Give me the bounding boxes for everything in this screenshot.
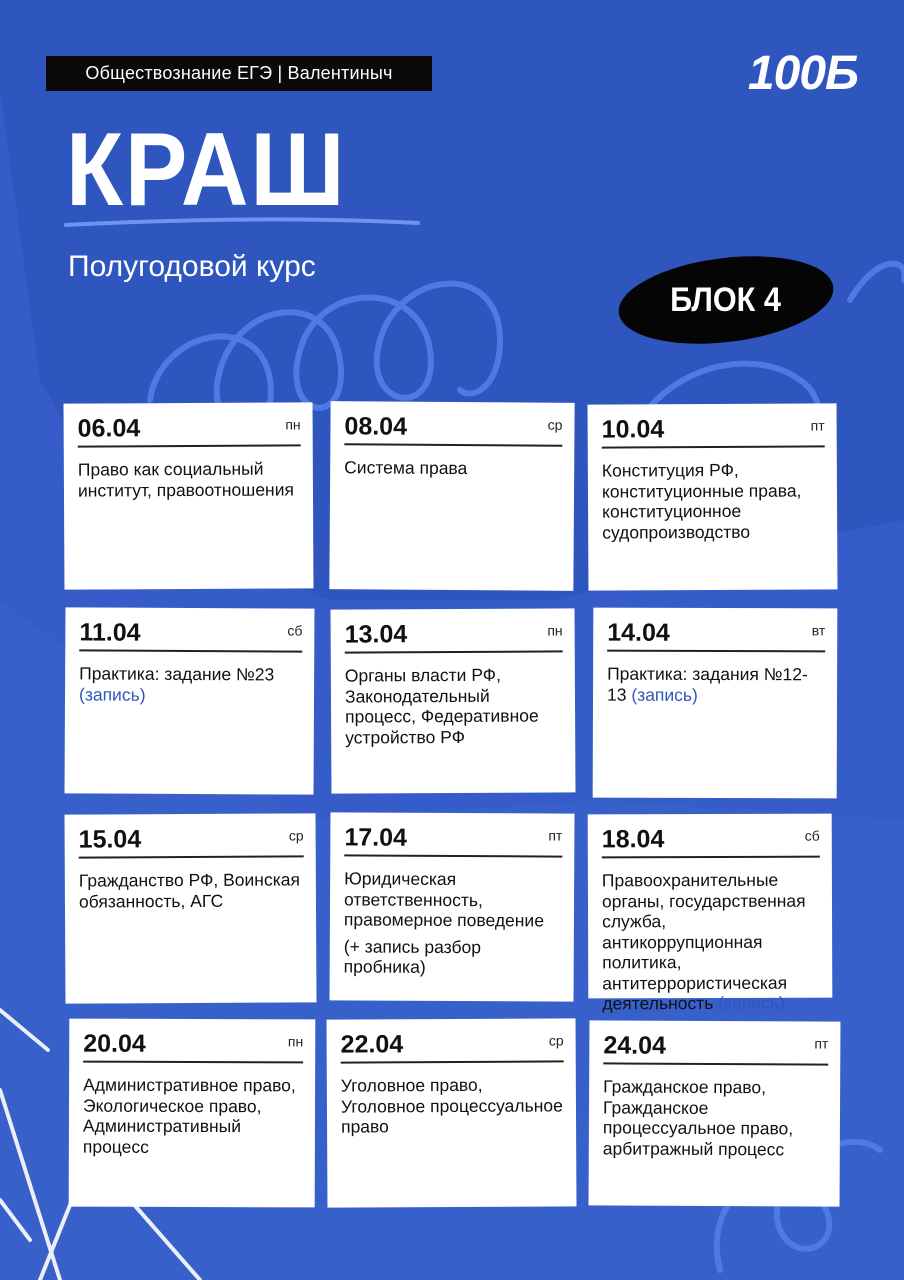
lesson-card	[331, 608, 576, 793]
lesson-topic-text: Право как социальный институт, правоотношения	[77, 458, 294, 501]
lesson-card-header	[603, 1030, 828, 1065]
lesson-card	[588, 403, 838, 590]
lesson-weekday: ср	[548, 1032, 564, 1049]
lesson-topic-text: Практика: задание №23	[79, 663, 275, 685]
lesson-date: 10.04	[601, 415, 665, 444]
lesson-date: 15.04	[78, 825, 142, 854]
lesson-topic-text: Практика: задания №12-13	[606, 663, 808, 705]
lesson-topic-text: Органы власти РФ, Законодательный процесс, Федеративное устройство РФ	[344, 664, 539, 748]
lesson-weekday: пн	[287, 1033, 304, 1050]
lesson-topic-text: Гражданское право, Гражданское процессуальное право, арбитражный процесс	[602, 1076, 794, 1159]
lesson-weekday: пн	[547, 622, 563, 639]
lesson-card-header	[602, 413, 825, 448]
lesson-date: 17.04	[344, 823, 407, 852]
lesson-card	[64, 402, 314, 589]
lesson-topic	[79, 663, 302, 705]
lesson-topic	[83, 1075, 303, 1158]
lesson-topic	[602, 870, 820, 1014]
brand-logo: 100Б	[747, 47, 858, 100]
recording-link[interactable]: (запись)	[631, 684, 698, 705]
lesson-card	[589, 1020, 841, 1206]
lesson-card	[65, 607, 315, 794]
lesson-card	[330, 812, 575, 1001]
lesson-weekday: пт	[814, 1035, 829, 1052]
lesson-weekday: ср	[288, 827, 304, 844]
lesson-card	[329, 401, 574, 591]
lesson-topic-text: Конституция РФ, конституционные права, конституционное судопроизводство	[601, 459, 802, 543]
lesson-date: 06.04	[77, 414, 141, 443]
lesson-card-header	[345, 618, 563, 653]
lesson-card-header	[344, 822, 562, 857]
recording-link[interactable]: (запись)	[78, 683, 146, 705]
lesson-weekday: сб	[804, 827, 820, 844]
lesson-topic	[341, 1074, 564, 1137]
lesson-card-header	[78, 412, 301, 447]
lesson-card	[593, 608, 838, 799]
lesson-topic	[345, 664, 563, 747]
lesson-card-header	[79, 823, 304, 858]
lesson-topic	[344, 457, 562, 479]
lesson-card-header	[341, 1028, 564, 1063]
title-underline	[64, 215, 420, 229]
lesson-card-header	[607, 618, 825, 653]
lesson-topic	[79, 869, 304, 911]
lesson-card-header	[79, 617, 302, 652]
lesson-topic-text: Уголовное право, Уголовное процессуальное право	[340, 1074, 563, 1137]
recording-link[interactable]: (запись)	[718, 992, 785, 1013]
lesson-date: 18.04	[601, 825, 665, 854]
lesson-weekday: пн	[285, 416, 301, 433]
lesson-topic-text: Система права	[344, 457, 468, 479]
lesson-topic	[602, 459, 825, 542]
lesson-date: 22.04	[340, 1030, 404, 1059]
lesson-topic	[78, 458, 301, 500]
lesson-date: 11.04	[79, 618, 141, 647]
page-title: КРАШ	[66, 112, 347, 228]
lesson-topic	[607, 664, 825, 706]
lesson-date: 24.04	[603, 1031, 666, 1060]
lesson-topic	[603, 1076, 828, 1159]
block-badge-label: БЛОК 4	[670, 281, 782, 320]
lesson-date: 08.04	[344, 412, 408, 441]
lesson-weekday: ср	[547, 416, 563, 433]
lesson-note: (+ запись разбор пробника)	[343, 935, 482, 977]
lesson-card	[65, 813, 317, 1003]
lesson-date: 20.04	[83, 1029, 146, 1058]
lesson-weekday: сб	[287, 622, 303, 639]
lesson-weekday: пт	[548, 827, 563, 844]
course-tag: Обществознание ЕГЭ | Валентиныч	[46, 56, 432, 91]
lesson-topic-text: Правоохранительные органы, государственная служба, антикоррупционная политика, антитеррористическая деятельность	[601, 869, 806, 1014]
lesson-card-header	[83, 1029, 303, 1064]
lesson-topic-text: Юридическая ответственность, правомерное поведение	[343, 868, 545, 931]
lesson-card-header	[602, 824, 820, 859]
subtitle: Полугодовой курс	[68, 250, 316, 283]
lesson-topic	[344, 868, 562, 931]
lesson-date: 14.04	[607, 618, 670, 647]
lesson-weekday: пт	[810, 417, 825, 434]
lesson-card	[69, 1019, 316, 1208]
lesson-card	[588, 814, 833, 1014]
lesson-topic-text: Административное право, Экологическое право, Административный процесс	[82, 1074, 296, 1157]
lesson-date: 13.04	[344, 620, 408, 649]
lesson-card	[327, 1018, 577, 1207]
lesson-weekday: вт	[811, 622, 826, 639]
lesson-topic-text: Гражданство РФ, Воинская обязанность, АГС	[78, 869, 300, 912]
lesson-card-header	[344, 411, 562, 447]
